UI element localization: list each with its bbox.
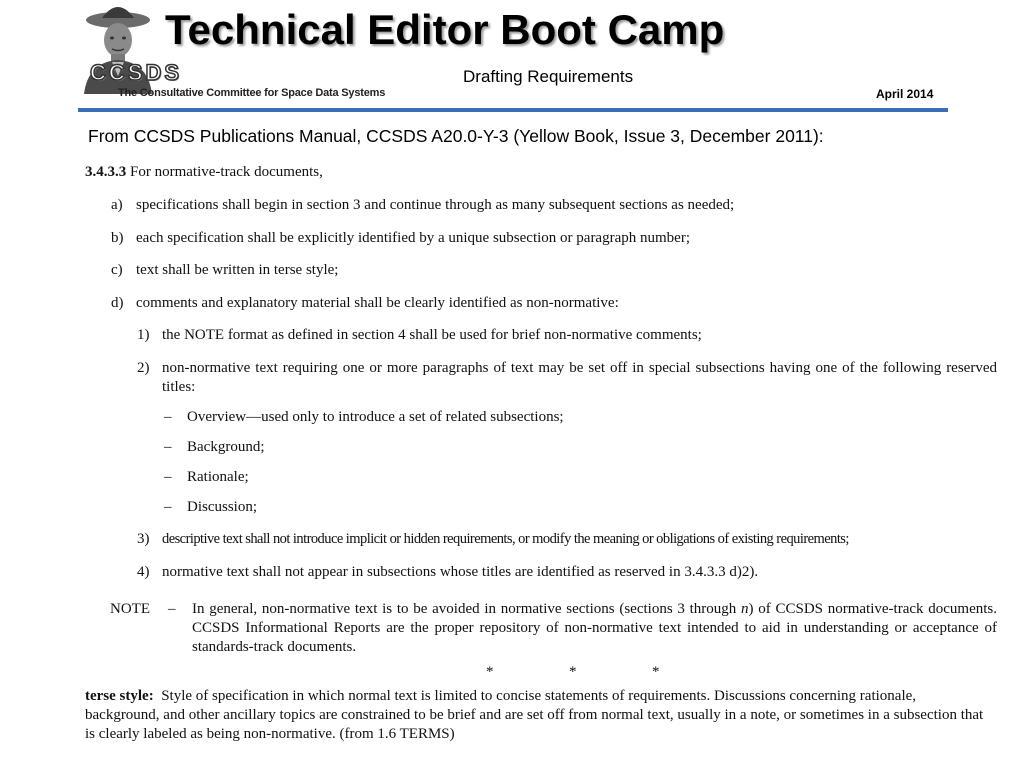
dash-marker: – <box>164 469 172 485</box>
item-label: c) <box>111 262 123 278</box>
source-line: From CCSDS Publications Manual, CCSDS A20.0-Y-3 (Yellow Book, Issue 3, December 2011): <box>88 126 824 146</box>
separator: * * * <box>486 664 660 680</box>
item-label: b) <box>111 230 124 246</box>
subitem-text: descriptive text shall not introduce implicit or hidden requirements, or modify the meaning or obligations of existing requirements; <box>162 531 849 547</box>
definition-text: Style of specification in which normal text is limited to concise statements of requirements. Discussions concerning rationale, background, and other ancillary topics are constrained to be brief and are set off from normal text, usually in a note, or sometimes in a subsection that is clearly labeled as being non-normative. (from 1.6 TERMS) <box>85 688 984 742</box>
subitem-text: the NOTE format as defined in section 4 shall be used for brief non-normative comments; <box>162 327 702 343</box>
section-intro-text: For normative-track documents, <box>130 164 323 180</box>
note-text-part: ) of CCSDS normative-track documents. CCSDS Informational Reports are the proper repository of non-normative text intended to aid in understanding or acceptance of standards-track documents. <box>192 601 997 655</box>
definition <box>85 687 985 744</box>
dash-marker: – <box>164 409 172 425</box>
item-text: comments and explanatory material shall be clearly identified as non-normative: <box>136 295 619 311</box>
item-label: a) <box>111 197 123 213</box>
item-text: text shall be written in terse style; <box>136 262 339 278</box>
item-text: each specification shall be explicitly identified by a unique subsection or paragraph number; <box>136 230 690 246</box>
definition-term: terse style: <box>85 688 154 704</box>
subitem-label: 2) <box>137 360 150 376</box>
section-number: 3.4.3.3 <box>85 164 127 180</box>
ccsds-logo-subtitle: The Consultative Committee for Space Data Systems <box>118 87 386 99</box>
reserved-title: Rationale; <box>187 469 249 485</box>
date-label: April 2014 <box>876 87 934 101</box>
subitem-label: 3) <box>137 531 150 547</box>
subitem-text: normative text shall not appear in subsections whose titles are identified as reserved in 3.4.3.3 d)2). <box>162 564 759 580</box>
section-intro <box>85 163 323 182</box>
reserved-title: Discussion; <box>187 499 258 515</box>
header-rule <box>78 108 948 112</box>
item-text: specifications shall begin in section 3 and continue through as many subsequent sections as needed; <box>136 197 735 213</box>
note-text <box>192 600 997 657</box>
dash-marker: – <box>164 439 172 455</box>
slide-header <box>0 0 1024 120</box>
subitem-text: non-normative text requiring one or more paragraphs of text may be set off in special subsections having one of the following reserved titles: <box>162 360 997 395</box>
note-dash: – <box>168 601 176 617</box>
item-label: d) <box>111 295 124 311</box>
note-italic: n <box>741 601 749 617</box>
dash-marker: – <box>164 499 172 515</box>
subitem-label: 1) <box>137 327 150 343</box>
reserved-title: Overview—used only to introduce a set of related subsections; <box>187 409 564 425</box>
note-label: NOTE <box>110 601 150 617</box>
ccsds-logo-text: CCSDS <box>90 60 183 85</box>
subitem-label: 4) <box>137 564 150 580</box>
reserved-title: Background; <box>187 439 265 455</box>
page-subtitle: Drafting Requirements <box>463 67 634 86</box>
page-title: Technical Editor Boot Camp <box>165 6 725 53</box>
note-text-part: In general, non-normative text is to be avoided in normative sections (sections 3 through <box>192 601 742 617</box>
